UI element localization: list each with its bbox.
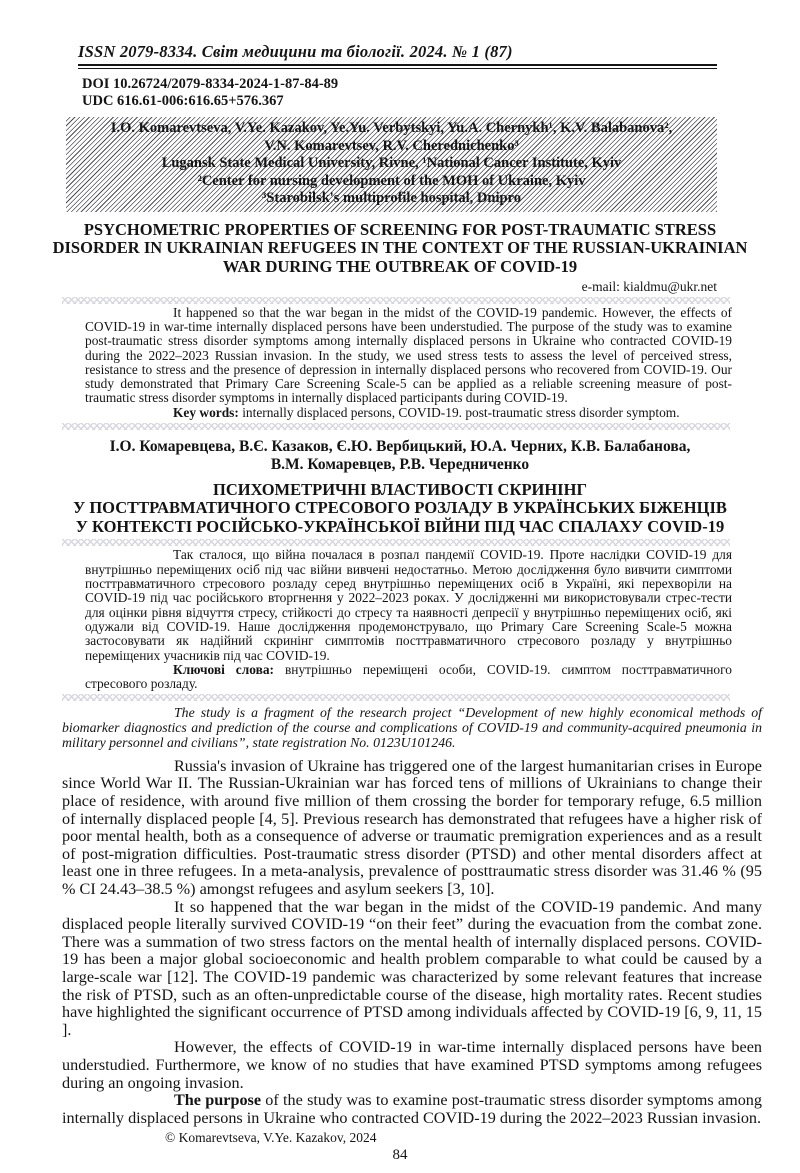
body-paragraph-1: Russia's invasion of Ukraine has triggered one of the largest humanitarian crises in Europe since World War II. The Russian-Ukrainian war has forced tens of millions of Ukrainians to change their place of residence, with around five million of them crossing the border for temporary refuge, 6.5 million of internally displaced people [4, 5]. Previous research has demonstrated that refugees have a higher risk of poor mental health, both as a consequence of adverse or traumatic premigration experiences and as a result of post-migration difficulties. Post-traumatic stress disorder (PTSD) and other mental disorders affect at least one in three refugees. In a meta-analysis, prevalence of posttraumatic stress disorder was 31.46 % (95 % CI 24.43–38.5 %) amongst refugees and asylum seekers [3, 10]. xyxy=(62,756,762,898)
authors-en-line-1: I.O. Komarevtseva, V.Ye. Kazakov, Ye.Yu. Verbytskyi, Yu.A. Chernykh¹, K.V. Balabanova², xyxy=(110,120,673,136)
authors-block-en xyxy=(66,117,717,212)
zigzag-divider xyxy=(62,297,730,304)
journal-header xyxy=(78,42,717,69)
title-ua-line-2: У ПОСТТРАВМАТИЧНОГО СТРЕСОВОГО РОЗЛАДУ В УКРАЇНСЬКИХ БІЖЕНЦІВ xyxy=(73,498,727,518)
title-ua-line-3: У КОНТЕКСТІ РОСІЙСЬКО-УКРАЇНСЬКОЇ ВІЙНИ ПІД ЧАС СПАЛАХУ COVID-19 xyxy=(75,516,725,536)
affiliation-3: ³Starobilsk's multiprofile hospital, Dnipro xyxy=(262,190,521,206)
zigzag-divider xyxy=(62,694,730,701)
copyright-line: © Komarevtseva, V.Ye. Kazakov, 2024 xyxy=(165,1130,377,1146)
affiliation-1: Lugansk State Medical University, Rivne, ¹National Cancer Institute, Kyiv xyxy=(161,155,622,171)
keywords-ua xyxy=(85,663,732,692)
journal-page xyxy=(0,42,800,1173)
abstract-en xyxy=(85,306,732,420)
doi-line: DOI 10.26724/2079-8334-2024-1-87-84-89 xyxy=(82,76,339,92)
project-note: The study is a fragment of the research project “Development of new highly economical methods of biomarker diagnostics and prediction of the course and complications of COVID-19 and community-acquired pneumonia in military personnel and civilians”, state registration No. 0123U101246. xyxy=(62,705,762,751)
authors-block-ua xyxy=(40,438,760,474)
header-rule xyxy=(78,64,717,69)
abstract-en-text: It happened so that the war began in the midst of the COVID-19 pandemic. However, the effects of COVID-19 in war-time internally displaced persons have been understudied. The purpose of the study was to examine post-traumatic stress disorder symptoms among internally displaced persons in Ukraine who contracted COVID-19 during the 2022–2023 Russian invasion. In the study, we used stress tests to assess the level of perceived stress, resistance to stress and the presence of depression in internally displaced persons who recovered from COVID-19. Our study demonstrated that Primary Care Screening Scale-5 can be applied as a reliable screening measure of post-traumatic stress disorder symptoms in internally displaced participants during COVID-19. xyxy=(85,304,732,406)
article-body xyxy=(62,758,762,1127)
body-paragraph-2: It so happened that the war began in the midst of the COVID-19 pandemic. And many displaced people literally survived COVID-19 “on their feet” during the evacuation from the combat zone. There was a summation of two stress factors on the mental health of internally displaced persons. COVID-19 has been a major global socioeconomic and health problem comparable to what could be caused by a large-scale war [12]. The COVID-19 pandemic was characterized by some relevant features that increase the risk of PTSD, such as an often-unpredictable course of the disease, high mortality rates. Recent studies have highlighted the significant occurrence of PTSD among individuals affected by COVID-19 [6, 9, 11, 15 ]. xyxy=(62,897,762,1039)
title-ua-line-1: ПСИХОМЕТРИЧНІ ВЛАСТИВОСТІ СКРИНІНГ xyxy=(213,479,587,499)
issn-line: ISSN 2079-8334. Світ медицини та біології. 2024. № 1 (87) xyxy=(78,42,513,61)
contact-email: e-mail: kialdmu@ukr.net xyxy=(581,278,717,294)
authors-en-line-2: V.N. Komarevtsev, R.V. Cherednichenko³ xyxy=(264,137,519,154)
article-title-ua xyxy=(30,481,770,537)
keywords-ua-label: Ключові слова: xyxy=(173,661,274,677)
purpose-lead: The purpose xyxy=(174,1091,262,1110)
abstract-ua-text: Так сталося, що війна почалася в розпал пандемії COVID-19. Проте наслідки COVID-19 для внутрішньо переміщених осіб під час війни вивчені недостатньо. Метою дослідження було вивчити симптоми посттравматичного стресового розладу серед внутрішньо переміщених осіб в Україні, які перехворіли на COVID-19 під час російського вторгнення у 2022–2023 роках. У дослідженні ми використовували стрес-тести для оцінки рівня відчуття стресу, стійкості до стресу та наявності депресії у внутрішньо переміщених осіб, які одужали від COVID-19. Наше дослідження продемонструвало, що Primary Care Screening Scale-5 можна застосовувати як надійний скринінг симптомів посттравматичного стресового розладу у внутрішньо переміщених учасників під час COVID-19. xyxy=(85,547,732,663)
keywords-ua-text: внутрішньо переміщені особи, COVID-19. симптом посттравматичного стресового розладу. xyxy=(85,661,732,692)
zigzag-divider xyxy=(62,539,730,546)
keywords-en-text: internally displaced persons, COVID-19. post-traumatic stress disorder symptom. xyxy=(242,404,680,420)
abstract-ua xyxy=(85,548,732,691)
body-paragraph-3: However, the effects of COVID-19 in war-time internally displaced persons have been understudied. Furthermore, we know of no studies that have examined PTSD symptoms among refugees during an ongoing invasion. xyxy=(62,1038,762,1092)
purpose-rest: of the study was to examine post-traumatic stress disorder symptoms among internally displaced persons in Ukraine who contracted COVID-19 during the 2022–2023 Russian invasion. xyxy=(62,1091,762,1127)
article-title-en xyxy=(40,221,760,277)
keywords-en-label: Key words: xyxy=(173,404,239,420)
title-en-line-3: WAR DURING THE OUTBREAK OF COVID-19 xyxy=(222,256,578,276)
udc-line: UDC 616.61-006:616.65+576.367 xyxy=(82,93,284,109)
authors-ua-line-1: І.О. Комаревцева, В.Є. Казаков, Є.Ю. Вербицький, Ю.А. Черних, К.В. Балабанова, xyxy=(109,437,691,455)
affiliation-2: ²Center for nursing development of the MOH of Ukraine, Kyiv xyxy=(197,172,586,189)
zigzag-divider xyxy=(62,423,730,430)
title-en-line-1: PSYCHOMETRIC PROPERTIES OF SCREENING FOR POST-TRAUMATIC STRESS xyxy=(83,219,717,239)
page-number: 84 xyxy=(392,1147,408,1164)
title-en-line-2: DISORDER IN UKRAINIAN REFUGEES IN THE CONTEXT OF THE RUSSIAN-UKRAINIAN xyxy=(52,238,748,258)
keywords-en xyxy=(85,406,732,420)
authors-ua-line-2: В.М. Комаревцев, Р.В. Чередниченко xyxy=(270,455,530,473)
body-paragraph-4 xyxy=(62,1092,762,1127)
article-codes xyxy=(82,76,717,110)
